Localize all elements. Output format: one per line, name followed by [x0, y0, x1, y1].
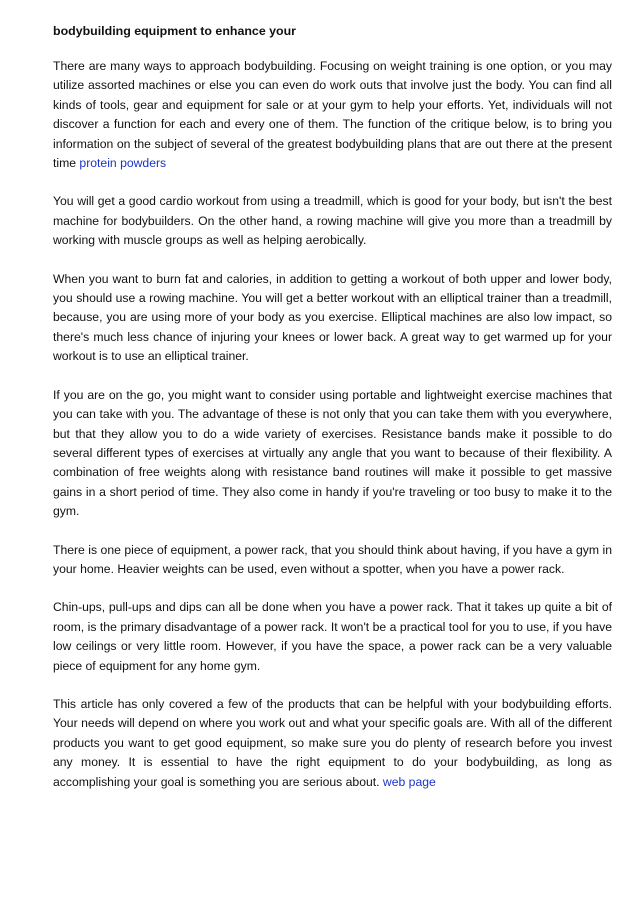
paragraph-text: You will get a good cardio workout from using a treadmill, which is good for your body, but isn't the best machine for bodybuilders. On the other hand, a rowing machine will give you more than a treadmill by working with muscle groups as well as helping aerobically. — [53, 194, 612, 248]
paragraph-portable-machines — [53, 386, 612, 522]
paragraph-text: This article has only covered a few of the products that can be helpful with your bodybuilding efforts. Your needs will depend on where you work out and what your specific goals are. With all of the different products you want to get good equipment, so make sure you do plenty of research before you invest any money. It is essential to have the right equipment to do your bodybuilding, as long as accomplishing your goal is something you are serious about. — [53, 696, 612, 789]
paragraph-conclusion — [53, 695, 612, 792]
paragraph-text: There is one piece of equipment, a power rack, that you should think about having, if you have a gym in your home. Heavier weights can be used, even without a spotter, when you have a power rack. — [53, 542, 612, 576]
paragraph-power-rack-uses — [53, 598, 612, 676]
paragraph-power-rack — [53, 541, 612, 580]
web-page-link[interactable]: web page — [382, 774, 436, 789]
paragraph-intro — [53, 57, 612, 173]
protein-powders-link[interactable]: protein powders — [79, 156, 167, 171]
paragraph-text: When you want to burn fat and calories, in addition to getting a workout of both upper and lower body, you should use a rowing machine. You will get a better workout with an elliptical trainer than a treadmill, because, you are using more of your body as you exercise. Elliptical machines are also low impact, so there's much less chance of injuring your knees or lower back. A great way to get warmed up for your workout is to use an elliptical trainer. — [53, 271, 612, 364]
paragraph-rowing-machine — [53, 270, 612, 367]
paragraph-text: Chin-ups, pull-ups and dips can all be done when you have a power rack. That it takes up quite a bit of room, is the primary disadvantage of a power rack. It won't be a practical tool for you to use, if you have low ceilings or very little room. However, if you have the space, a power rack can be a very valuable piece of equipment for any home gym. — [53, 600, 612, 673]
document-title: bodybuilding equipment to enhance your — [53, 24, 296, 38]
paragraph-text: There are many ways to approach bodybuilding. Focusing on weight training is one option, or you may utilize assorted machines or else you can even do work outs that involve just the body. You can find all kinds of tools, gear and equipment for sale or at your gym to help your efforts. Yet, individuals will not discover a function for each and every one of them. The function of the critique below, is to bring you information on the subject of several of the greatest bodybuilding plans that are out there at the present time — [53, 59, 612, 171]
paragraph-treadmill — [53, 192, 612, 250]
paragraph-text: If you are on the go, you might want to consider using portable and lightweight exercise machines that you can take with you. The advantage of these is not only that you can take them with you everywhere, but that they allow you to do a wide variety of exercises. Resistance bands make it possible to do several different types of exercises at virtually any angle that you want to because of their flexibility. A combination of free weights along with resistance band routines will make it possible to get massive gains in a short period of time. They also come in handy if you're traveling or too busy to make it to the gym. — [53, 387, 612, 519]
document-page — [53, 22, 612, 811]
